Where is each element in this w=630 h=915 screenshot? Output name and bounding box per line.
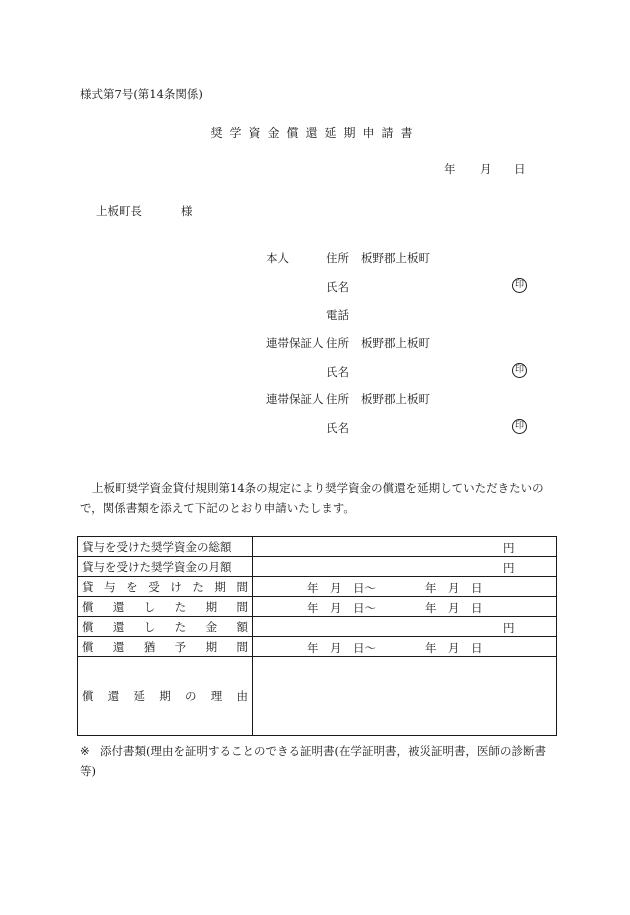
addressee-honorific: 様 xyxy=(181,204,193,218)
period-from-label: 年 月 日～ xyxy=(307,601,376,615)
value-input-cell[interactable] xyxy=(253,617,557,637)
row-label-cell xyxy=(78,637,253,657)
value-input-cell[interactable] xyxy=(253,597,557,617)
seal-icon: 印 xyxy=(512,363,527,378)
period-to-label: 年 月 日 xyxy=(425,601,483,615)
applicant-name-label: 氏名 xyxy=(326,280,349,294)
document-title: 奨学資金償還延期申請書 xyxy=(210,126,420,140)
yen-unit-label: 円 xyxy=(503,621,515,635)
guarantor-address-label: 住所 xyxy=(326,392,349,406)
period-from-label: 年 月 日～ xyxy=(307,641,376,655)
yen-unit-label: 円 xyxy=(503,541,515,555)
note-text: 添付書類(理由を証明することのできる証明書(在学証明書，被災証明書，医師の診断書等) xyxy=(80,744,546,778)
period-to-label: 年 月 日 xyxy=(425,641,483,655)
period-from-label: 年 月 日～ xyxy=(307,581,376,595)
seal-icon: 印 xyxy=(512,278,527,293)
applicant-role-label: 本人 xyxy=(266,251,289,265)
table-row xyxy=(78,577,557,597)
attachment-note xyxy=(80,741,556,781)
note-mark: ※ xyxy=(80,744,90,758)
seal-icon: 印 xyxy=(512,419,527,434)
row-label-cell xyxy=(78,657,253,736)
row-label: 貸与を受けた奨学資金の総額 xyxy=(82,539,232,554)
guarantor-role-label: 連帯保証人 xyxy=(266,336,324,350)
table-row xyxy=(78,537,557,557)
addressee-name: 上板町長 xyxy=(96,204,142,218)
row-label-cell xyxy=(78,597,253,617)
row-label: 償 還 延 期 の 理 由 xyxy=(82,689,248,703)
row-label: 償 還 し た 期 間 xyxy=(82,599,248,614)
guarantor-name-label: 氏名 xyxy=(326,421,349,435)
row-label-cell xyxy=(78,557,253,577)
application-statement: 上板町奨学資金貸付規則第14条の規定により奨学資金の償還を延期していただきたいので，関係書類を添えて下記のとおり申請いたします。 xyxy=(80,481,544,515)
applicant-address-label: 住所 xyxy=(326,251,349,265)
value-input-cell[interactable] xyxy=(253,577,557,597)
guarantor-address-label: 住所 xyxy=(326,336,349,350)
reason-input-cell[interactable] xyxy=(253,657,557,736)
value-input-cell[interactable] xyxy=(253,537,557,557)
table-row xyxy=(78,637,557,657)
guarantor-address-value: 板野郡上板町 xyxy=(361,336,430,350)
applicant-address-value: 板野郡上板町 xyxy=(361,251,430,265)
date-month-label: 月 xyxy=(480,162,492,176)
loan-details-table xyxy=(77,536,557,736)
value-input-cell[interactable] xyxy=(253,637,557,657)
period-to-label: 年 月 日 xyxy=(425,581,483,595)
applicant-phone-label: 電話 xyxy=(326,308,349,322)
table-row xyxy=(78,617,557,637)
row-label-cell xyxy=(78,577,253,597)
form-number: 様式第7号(第14条関係) xyxy=(80,87,203,101)
value-input-cell[interactable] xyxy=(253,557,557,577)
table-row xyxy=(78,657,557,736)
row-label-cell xyxy=(78,537,253,557)
row-label: 貸与を受けた奨学資金の月額 xyxy=(82,559,232,574)
date-year-label: 年 xyxy=(444,162,456,176)
yen-unit-label: 円 xyxy=(503,561,515,575)
guarantor-role-label: 連帯保証人 xyxy=(266,392,324,406)
row-label: 償 還 猶 予 期 間 xyxy=(82,639,248,654)
table-row xyxy=(78,557,557,577)
guarantor-address-value: 板野郡上板町 xyxy=(361,392,430,406)
row-label: 貸 与 を 受 け た 期 間 xyxy=(82,579,248,594)
guarantor-name-label: 氏名 xyxy=(326,365,349,379)
row-label: 償 還 し た 金 額 xyxy=(82,619,248,634)
date-day-label: 日 xyxy=(514,162,526,176)
table-row xyxy=(78,597,557,617)
row-label-cell xyxy=(78,617,253,637)
